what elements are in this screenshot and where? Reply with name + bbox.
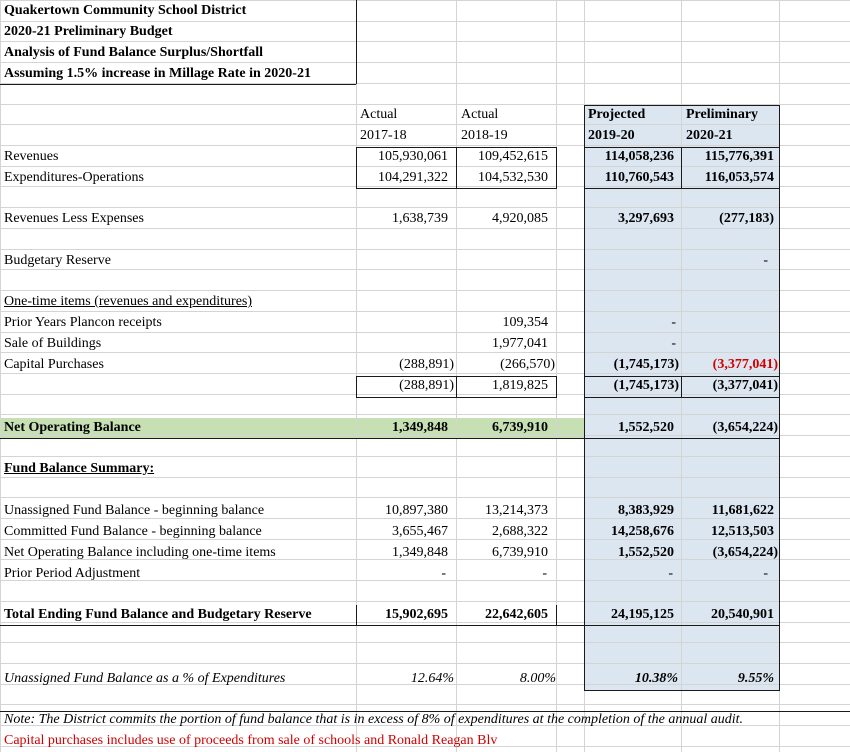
value-2017-18: 1,638,739 bbox=[392, 211, 448, 226]
table-row bbox=[0, 418, 850, 439]
value-2020-21: - bbox=[763, 566, 768, 581]
table-row bbox=[0, 292, 850, 313]
value-2020-21: 115,776,391 bbox=[704, 149, 774, 164]
value-2018-19: 22,642,605 bbox=[485, 607, 548, 622]
value-2018-19: 13,214,373 bbox=[485, 503, 548, 518]
row-label: Unassigned Fund Balance as a % of Expenditures bbox=[4, 671, 286, 686]
note-row bbox=[0, 710, 850, 731]
value-2019-20: 24,195,125 bbox=[611, 607, 674, 622]
row-label: Budgetary Reserve bbox=[4, 253, 111, 268]
row-label: Net Operating Balance including one-time items bbox=[4, 545, 276, 560]
value-2020-21: 11,681,622 bbox=[711, 503, 774, 518]
row-label: Revenues bbox=[4, 149, 59, 164]
value-2019-20: 10.38% bbox=[634, 671, 678, 686]
row-label: Sale of Buildings bbox=[4, 336, 102, 351]
row-label: Expenditures-Operations bbox=[4, 170, 144, 185]
value-2019-20: 110,760,543 bbox=[604, 170, 674, 185]
header-year-4: 2020-21 bbox=[686, 128, 733, 143]
value-2019-20: 114,058,236 bbox=[604, 149, 674, 164]
value-2018-19: 109,354 bbox=[502, 315, 548, 330]
title-row bbox=[0, 64, 850, 85]
header-actual-1: Actual bbox=[360, 107, 398, 122]
value-2018-19: 104,532,530 bbox=[478, 170, 548, 185]
row-label: Revenues Less Expenses bbox=[4, 211, 144, 226]
title-row bbox=[0, 1, 850, 22]
value-2020-21: (3,654,224) bbox=[712, 545, 778, 560]
budget-title: 2020-21 Preliminary Budget bbox=[4, 24, 173, 39]
table-row bbox=[0, 251, 850, 272]
value-2018-19: 2,688,322 bbox=[492, 524, 548, 539]
note-row bbox=[0, 731, 850, 752]
value-2018-19: 4,920,085 bbox=[492, 211, 548, 226]
header-projected: Projected bbox=[588, 107, 646, 122]
value-2019-20: 14,258,676 bbox=[611, 524, 674, 539]
value-2018-19: 8.00% bbox=[519, 671, 556, 686]
analysis-title: Analysis of Fund Balance Surplus/Shortfall bbox=[4, 45, 264, 60]
value-2018-19: - bbox=[542, 566, 547, 581]
table-row bbox=[0, 501, 850, 522]
section-heading: Fund Balance Summary: bbox=[4, 461, 155, 476]
value-2017-18: 1,349,848 bbox=[392, 545, 448, 560]
table-row bbox=[0, 605, 850, 626]
table-row bbox=[0, 334, 850, 355]
value-2020-21: - bbox=[763, 253, 768, 268]
value-2018-19: 1,977,041 bbox=[492, 336, 548, 351]
header-preliminary: Preliminary bbox=[686, 107, 759, 122]
value-2020-21: (277,183) bbox=[719, 211, 774, 226]
header-year-2: 2018-19 bbox=[461, 128, 508, 143]
table-row bbox=[0, 459, 850, 480]
table-row bbox=[0, 147, 850, 168]
value-2019-20: 3,297,693 bbox=[618, 211, 674, 226]
value-2017-18: 105,930,061 bbox=[378, 149, 448, 164]
value-2017-18: (288,891) bbox=[399, 357, 454, 372]
row-label: Prior Period Adjustment bbox=[4, 566, 141, 581]
table-row bbox=[0, 564, 850, 585]
header-row bbox=[0, 126, 850, 147]
header-year-3: 2019-20 bbox=[588, 128, 635, 143]
table-row bbox=[0, 313, 850, 334]
value-2019-20: 8,383,929 bbox=[618, 503, 674, 518]
value-2018-19: (266,570) bbox=[500, 357, 555, 372]
value-2018-19: 6,739,910 bbox=[492, 420, 548, 435]
value-2020-21: 9.55% bbox=[737, 671, 774, 686]
assumption-title: Assuming 1.5% increase in Millage Rate in 2020-21 bbox=[4, 66, 311, 81]
audit-note: Note: The District commits the portion of fund balance that is in excess of 8% of expenditures at the completion of the annual audit. bbox=[4, 712, 744, 727]
district-title: Quakertown Community School District bbox=[4, 3, 247, 18]
value-2017-18: 1,349,848 bbox=[392, 420, 448, 435]
row-label: Capital Purchases bbox=[4, 357, 104, 372]
header-year-1: 2017-18 bbox=[360, 128, 407, 143]
value-2019-20: - bbox=[668, 566, 673, 581]
table-row bbox=[0, 522, 850, 543]
value-2020-21: (3,377,041) bbox=[712, 378, 778, 393]
table-row bbox=[0, 669, 850, 690]
value-2017-18: 15,902,695 bbox=[385, 607, 448, 622]
value-2019-20: 1,552,520 bbox=[618, 420, 674, 435]
row-label: Total Ending Fund Balance and Budgetary Reserve bbox=[4, 607, 312, 622]
row-label: Committed Fund Balance - beginning balance bbox=[4, 524, 262, 539]
section-heading: One-time items (revenues and expenditures) bbox=[4, 294, 253, 309]
value-2020-21: (3,377,041) bbox=[712, 357, 778, 372]
value-2017-18: 12.64% bbox=[410, 671, 454, 686]
value-2019-20: - bbox=[671, 336, 676, 351]
table-row bbox=[0, 355, 850, 376]
row-label: Net Operating Balance bbox=[4, 420, 141, 435]
value-2018-19: 1,819,825 bbox=[492, 378, 548, 393]
value-2017-18: - bbox=[441, 566, 446, 581]
title-row bbox=[0, 43, 850, 64]
value-2017-18: 3,655,467 bbox=[392, 524, 448, 539]
value-2019-20: (1,745,173) bbox=[613, 378, 679, 393]
value-2020-21: (3,654,224) bbox=[712, 420, 778, 435]
value-2017-18: (288,891) bbox=[399, 378, 454, 393]
header-row bbox=[0, 105, 850, 126]
value-2019-20: 1,552,520 bbox=[618, 545, 674, 560]
table-row bbox=[0, 543, 850, 564]
value-2017-18: 104,291,322 bbox=[378, 170, 448, 185]
value-2017-18: 10,897,380 bbox=[385, 503, 448, 518]
value-2020-21: 116,053,574 bbox=[704, 170, 774, 185]
row-label: Unassigned Fund Balance - beginning balance bbox=[4, 503, 265, 518]
table-row bbox=[0, 209, 850, 230]
value-2018-19: 6,739,910 bbox=[492, 545, 548, 560]
capital-note: Capital purchases includes use of proceeds from sale of schools and Ronald Reagan Blv bbox=[4, 733, 498, 748]
header-actual-2: Actual bbox=[461, 107, 499, 122]
value-2018-19: 109,452,615 bbox=[478, 149, 548, 164]
table-row bbox=[0, 168, 850, 189]
value-2020-21: 12,513,503 bbox=[711, 524, 774, 539]
title-row bbox=[0, 22, 850, 43]
value-2020-21: 20,540,901 bbox=[711, 607, 774, 622]
value-2019-20: (1,745,173) bbox=[613, 357, 679, 372]
table-row bbox=[0, 376, 850, 397]
value-2019-20: - bbox=[671, 315, 676, 330]
row-label: Prior Years Plancon receipts bbox=[4, 315, 162, 330]
